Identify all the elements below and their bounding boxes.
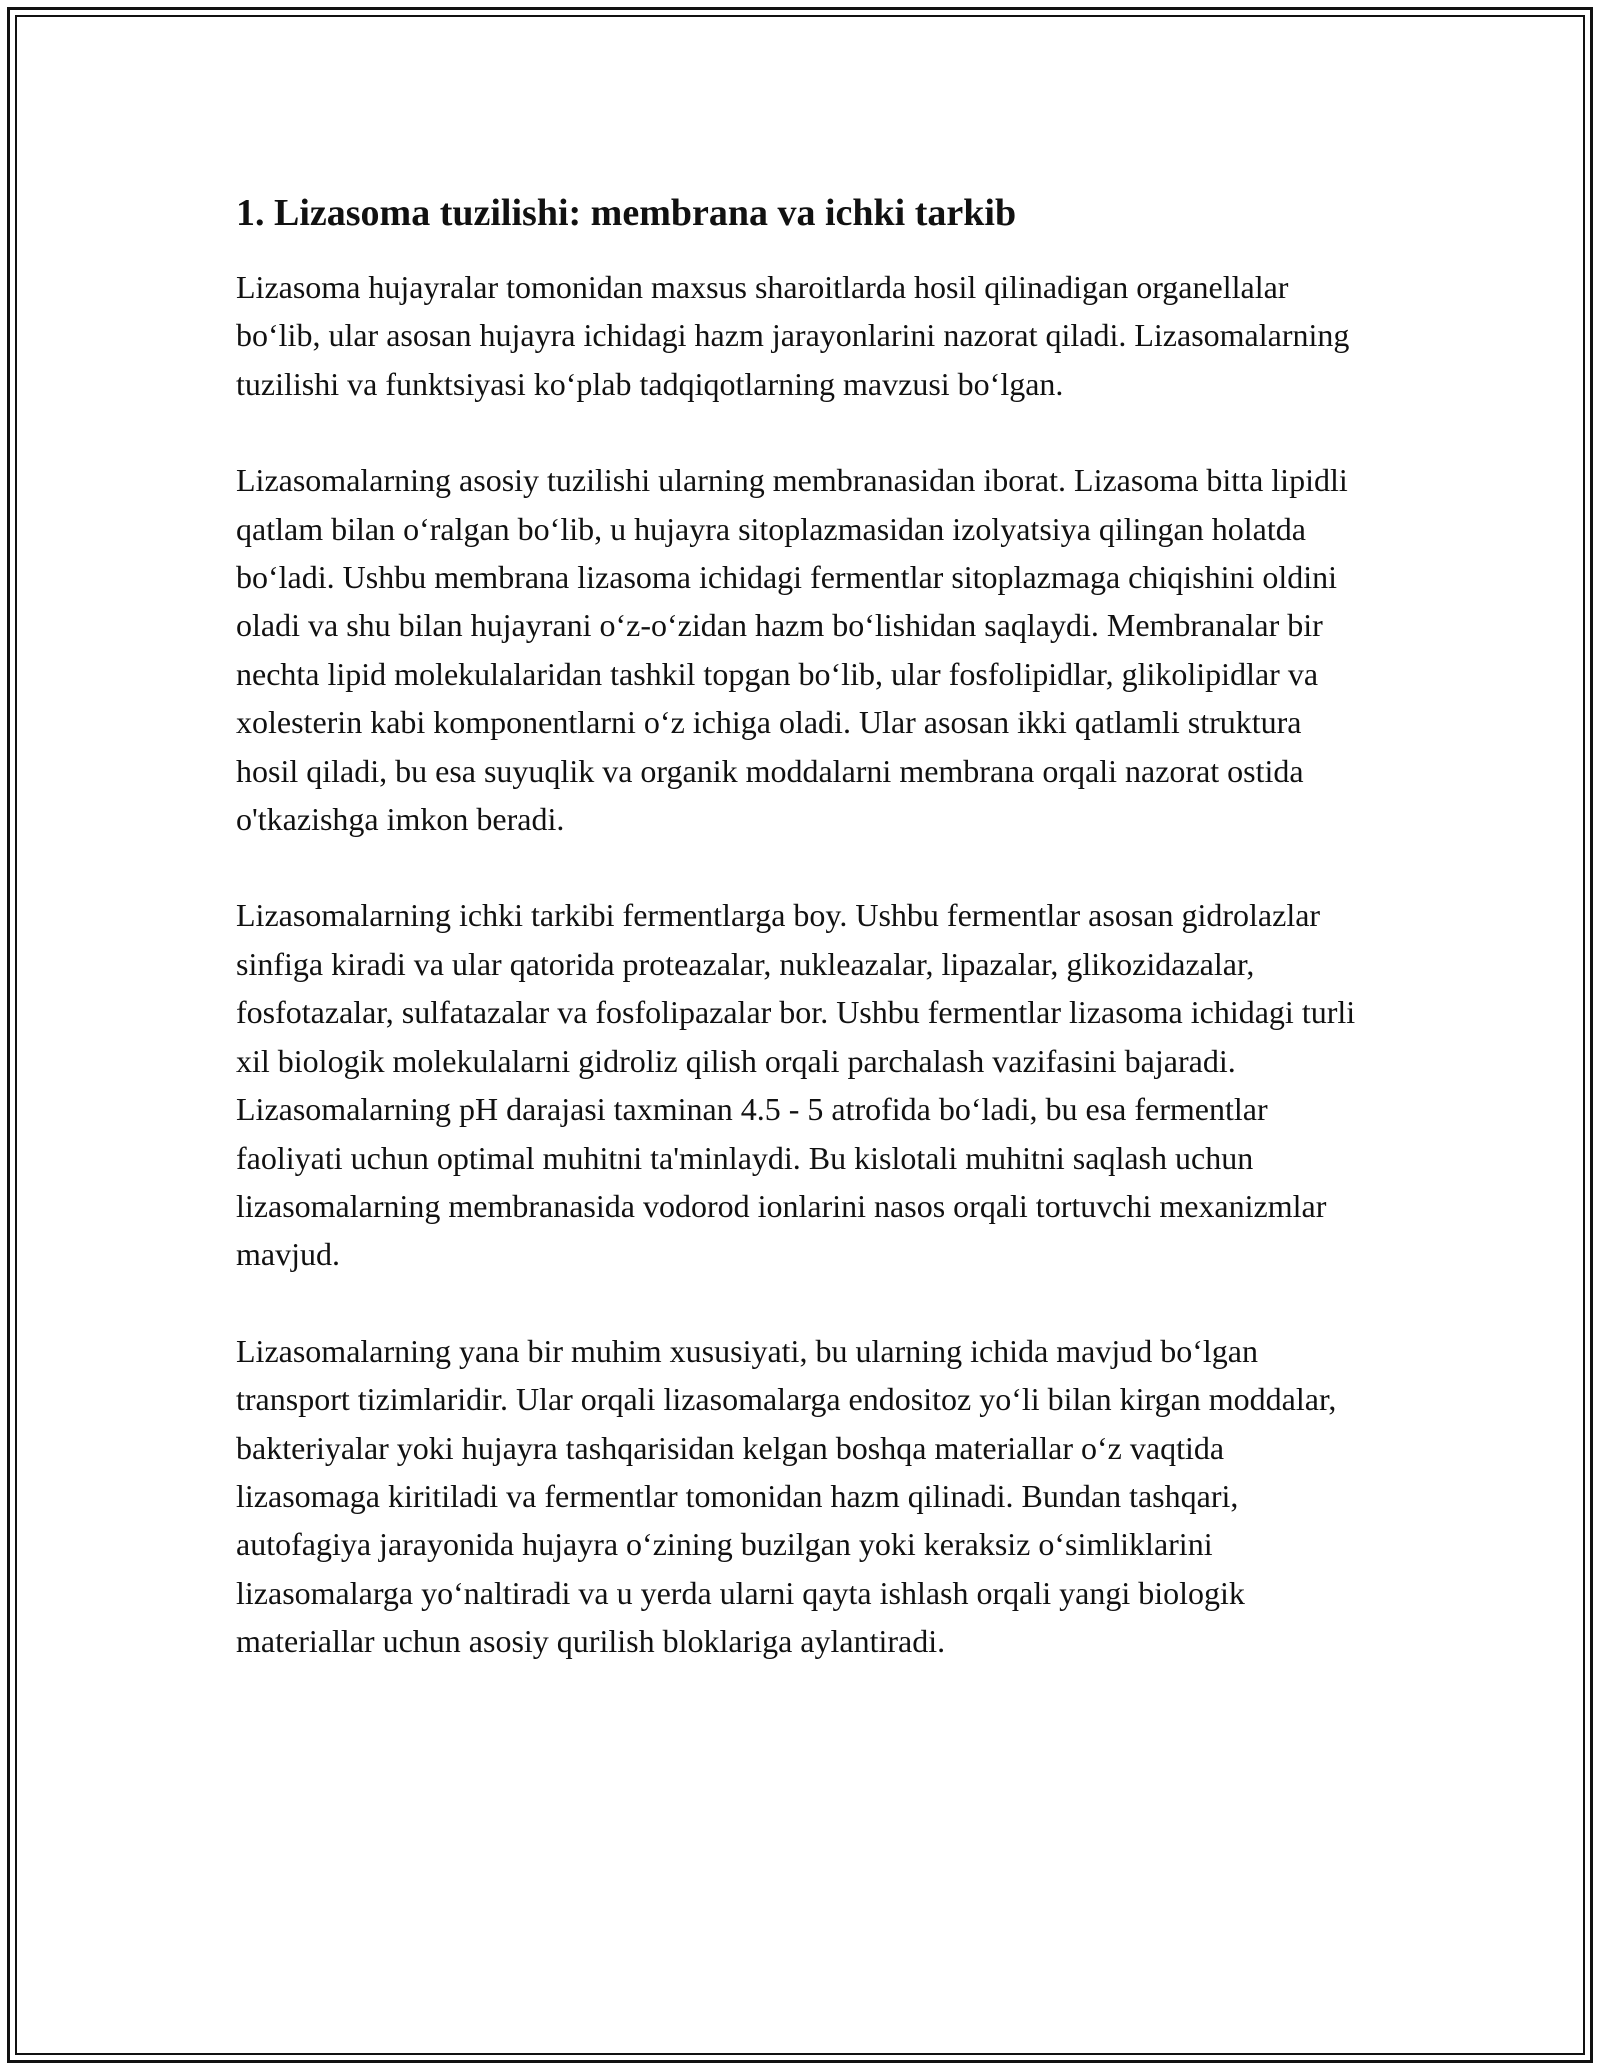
document-body	[236, 185, 1366, 1714]
paragraph-membrane: Lizasomalarning asosiy tuzilishi ularning membranasidan iborat. Lizasoma bitta lipidli qatlam bilan o‘ralgan bo‘lib, u hujayra sitoplazmasidan izolyatsiya qilingan holatda bo‘ladi. Ushbu membrana lizasoma ichidagi fermentlar sitoplazmaga chiqishini oldini oladi va shu bilan hujayrani o‘z-o‘zidan hazm bo‘lishidan saqlaydi. Membranalar bir nechta lipid molekulalaridan tashkil topgan bo‘lib, ular fosfolipidlar, glikolipidlar va xolesterin kabi komponentlarni o‘z ichiga oladi. Ular asosan ikki qatlamli struktura hosil qiladi, bu esa suyuqlik va organik moddalarni membrana orqali nazorat ostida o'tkazishga imkon beradi.	[236, 462, 1348, 838]
paragraph-intro: Lizasoma hujayralar tomonidan maxsus sharoitlarda hosil qilinadigan organellalar bo‘lib, ular asosan hujayra ichidagi hazm jarayonlarini nazorat qiladi. Lizasomalarning tuzilishi va funktsiyasi ko‘plab tadqiqotlarning mavzusi bo‘lgan.	[236, 269, 1350, 402]
paragraph-transport: Lizasomalarning yana bir muhim xususiyati, bu ularning ichida mavjud bo‘lgan transport tizimlaridir. Ular orqali lizasomalarga endositoz yo‘li bilan kirgan moddalar, bakteriyalar yoki hujayra tashqarisidan kelgan boshqa materiallar o‘z vaqtida lizasomaga kiritiladi va fermentlar tomonidan hazm qilinadi. Bundan tashqari, autofagiya jarayonida hujayra o‘zining buzilgan yoki keraksiz o‘simliklarini lizasomalarga yo‘naltiradi va u yerda ularni qayta ishlash orqali yangi biologik materiallar uchun asosiy qurilish bloklariga aylantiradi.	[236, 1332, 1337, 1660]
section-heading: 1. Lizasoma tuzilishi: membrana va ichki tarkib	[236, 192, 1017, 234]
paragraph-internal-content: Lizasomalarning ichki tarkibi fermentlarga boy. Ushbu fermentlar asosan gidrolazlar sinfiga kiradi va ular qatorida proteazalar, nukleazalar, lipazalar, glikozidazalar, fosfotazalar, sulfatazalar va fosfolipazalar bor. Ushbu fermentlar lizasoma ichidagi turli xil biologik molekulalarni gidroliz qilish orqali parchalash vazifasini bajaradi. Lizasomalarning pH darajasi taxminan 4.5 - 5 atrofida bo‘ladi, bu esa fermentlar faoliyati uchun optimal muhitni ta'minlaydi. Bu kislotali muhitni saqlash uchun lizasomalarning membranasida vodorod ionlarini nasos orqali tortuvchi mexanizmlar mavjud.	[236, 897, 1356, 1273]
